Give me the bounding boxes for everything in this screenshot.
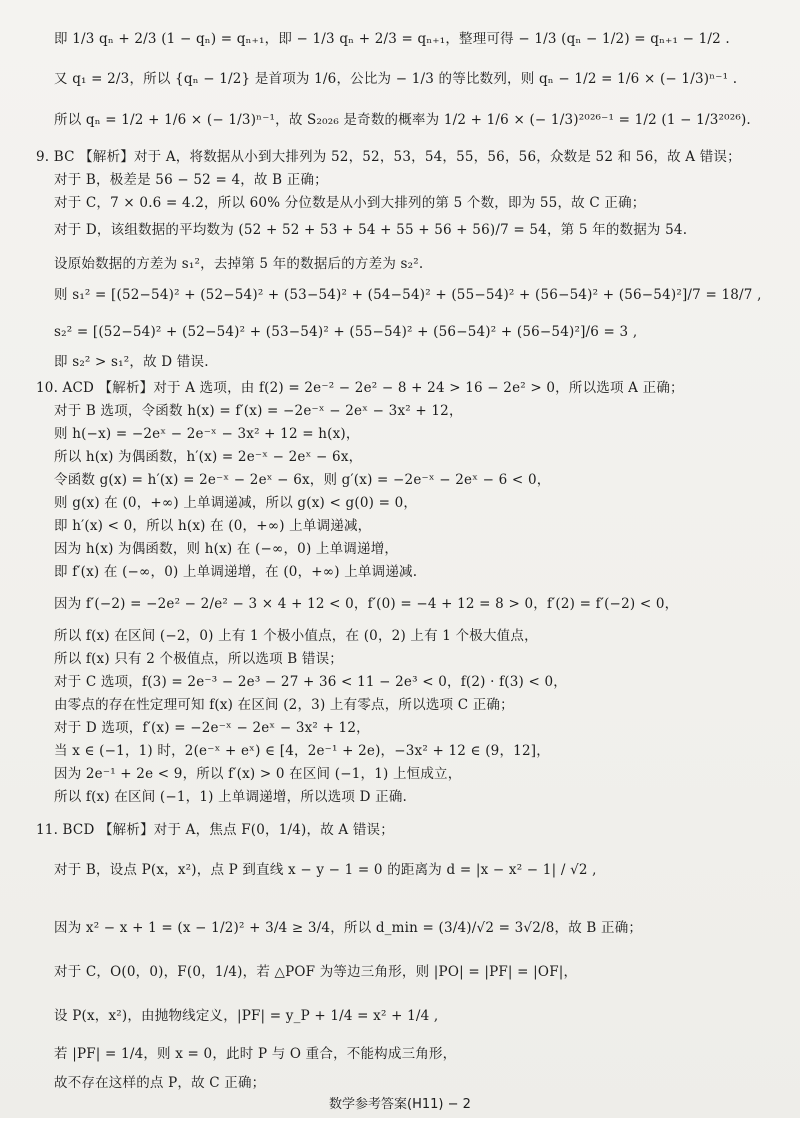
text-line: 所以 h(x) 为偶函数，h′(x) = 2e⁻ˣ − 2eˣ − 6x， xyxy=(54,449,363,465)
text-line: 即 h′(x) < 0，所以 h(x) 在 (0，+∞) 上单调递减， xyxy=(54,518,372,534)
text-line: 所以 f(x) 只有 2 个极值点，所以选项 B 错误； xyxy=(54,651,344,667)
text-line: 因为 x² − x + 1 = (x − 1/2)² + 3/4 ≥ 3/4，所以 d_min = (3/4)/√2 = 3√2/8，故 B 正确； xyxy=(54,920,643,936)
text-line: 由零点的存在性定理可知 f(x) 在区间 (2，3) 上有零点，所以选项 C 正确； xyxy=(54,697,514,713)
text-line: 对于 C，7 × 0.6 = 4.2，所以 60% 分位数是从小到大排列的第 5 个数，即为 55，故 C 正确； xyxy=(54,195,646,211)
text-line: 因为 h(x) 为偶函数，则 h(x) 在 (−∞，0) 上单调递增， xyxy=(54,541,399,557)
text-line: s₂² = [(52−54)² + (52−54)² + (53−54)² + (55−54)² + (56−54)² + (56−54)²]/6 = 3 , xyxy=(54,324,638,340)
text-line: 所以 qₙ = 1/2 + 1/6 × (− 1/3)ⁿ⁻¹，故 S₂₀₂₆ 是奇数的概率为 1/2 + 1/6 × (− 1/3)²⁰²⁶⁻¹ = 1/2 (1 − 1/3²⁰²⁶). xyxy=(54,112,751,128)
text-line: 故不存在这样的点 P，故 C 正确； xyxy=(54,1075,266,1091)
question-10-header: 10. ACD 【解析】对于 A 选项，由 f(2) = 2e⁻² − 2e² − 8 + 24 > 16 − 2e² > 0，所以选项 A 正确； xyxy=(36,380,684,396)
text-line: 则 g(x) 在 (0，+∞) 上单调递减，所以 g(x) < g(0) = 0， xyxy=(54,495,418,511)
question-9-header: 9. BC 【解析】对于 A，将数据从小到大排列为 52，52，53，54，55，56，56，众数是 52 和 56，故 A 错误； xyxy=(36,149,741,165)
text-line: 则 s₁² = [(52−54)² + (52−54)² + (53−54)² + (54−54)² + (55−54)² + (56−54)² + (56−54)²]/7 = 18/7 , xyxy=(54,287,762,303)
text-line: 对于 C 选项，f(3) = 2e⁻³ − 2e³ − 27 + 36 < 11 − 2e³ < 0，f(2) · f(3) < 0， xyxy=(54,674,568,690)
text-line: 设原始数据的方差为 s₁²，去掉第 5 年的数据后的方差为 s₂². xyxy=(54,256,424,272)
text-line: 设 P(x，x²)，由抛物线定义，|PF| = y_P + 1/4 = x² + 1/4 , xyxy=(54,1008,439,1024)
text-line: 所以 f(x) 在区间 (−1，1) 上单调递增，所以选项 D 正确. xyxy=(54,789,408,805)
text-line: 对于 B 选项，令函数 h(x) = f′(x) = −2e⁻ˣ − 2eˣ − 3x² + 12， xyxy=(54,403,463,419)
text-line: 即 s₂² > s₁²，故 D 错误. xyxy=(54,354,209,370)
text-line: 对于 D，该组数据的平均数为 (52 + 52 + 53 + 54 + 55 + 56 + 56)/7 = 54，第 5 年的数据为 54. xyxy=(54,222,688,238)
scan-edge xyxy=(0,1118,800,1130)
text-line: 当 x ∈ (−1，1) 时，2(e⁻ˣ + eˣ) ∈ [4，2e⁻¹ + 2e)，−3x² + 12 ∈ (9，12]， xyxy=(54,743,550,759)
text-line: 因为 2e⁻¹ + 2e < 9，所以 f′(x) > 0 在区间 (−1，1) 上恒成立， xyxy=(54,766,462,782)
text-line: 又 q₁ = 2/3，所以 {qₙ − 1/2} 是首项为 1/6，公比为 − 1/3 的等比数列，则 qₙ − 1/2 = 1/6 × (− 1/3)ⁿ⁻¹ . xyxy=(54,71,738,87)
text-line: 所以 f(x) 在区间 (−2，0) 上有 1 个极小值点，在 (0，2) 上有 1 个极大值点， xyxy=(54,628,538,644)
text-line: 因为 f′(−2) = −2e² − 2/e² − 3 × 4 + 12 < 0，f′(0) = −4 + 12 = 8 > 0，f′(2) = f′(−2) < 0， xyxy=(54,596,679,612)
question-11-header: 11. BCD 【解析】对于 A，焦点 F(0，1/4)，故 A 错误； xyxy=(36,822,394,838)
text-line: 对于 B，极差是 56 − 52 = 4，故 B 正确； xyxy=(54,172,328,188)
text-line: 对于 D 选项，f′(x) = −2e⁻ˣ − 2eˣ − 3x² + 12， xyxy=(54,720,370,736)
text-line: 即 1/3 qₙ + 2/3 (1 − qₙ) = qₙ₊₁，即 − 1/3 qₙ + 2/3 = qₙ₊₁，整理可得 − 1/3 (qₙ − 1/2) = qₙ₊₁ − 1/2 . xyxy=(54,31,730,47)
text-line: 对于 B，设点 P(x，x²)，点 P 到直线 x − y − 1 = 0 的距离为 d = |x − x² − 1| / √2 , xyxy=(54,862,597,878)
text-line: 对于 C，O(0，0)，F(0，1/4)，若 △POF 为等边三角形，则 |PO| = |PF| = |OF|， xyxy=(54,964,578,980)
text-line: 即 f′(x) 在 (−∞，0) 上单调递增，在 (0，+∞) 上单调递减. xyxy=(54,564,418,580)
text-line: 若 |PF| = 1/4，则 x = 0，此时 P 与 O 重合，不能构成三角形， xyxy=(54,1046,457,1062)
text-line: 则 h(−x) = −2eˣ − 2e⁻ˣ − 3x² + 12 = h(x)， xyxy=(54,426,360,442)
page-footer: 数学参考答案(H11) − 2 xyxy=(329,1097,471,1112)
text-line: 令函数 g(x) = h′(x) = 2e⁻ˣ − 2eˣ − 6x，则 g′(x) = −2e⁻ˣ − 2eˣ − 6 < 0， xyxy=(54,472,551,488)
